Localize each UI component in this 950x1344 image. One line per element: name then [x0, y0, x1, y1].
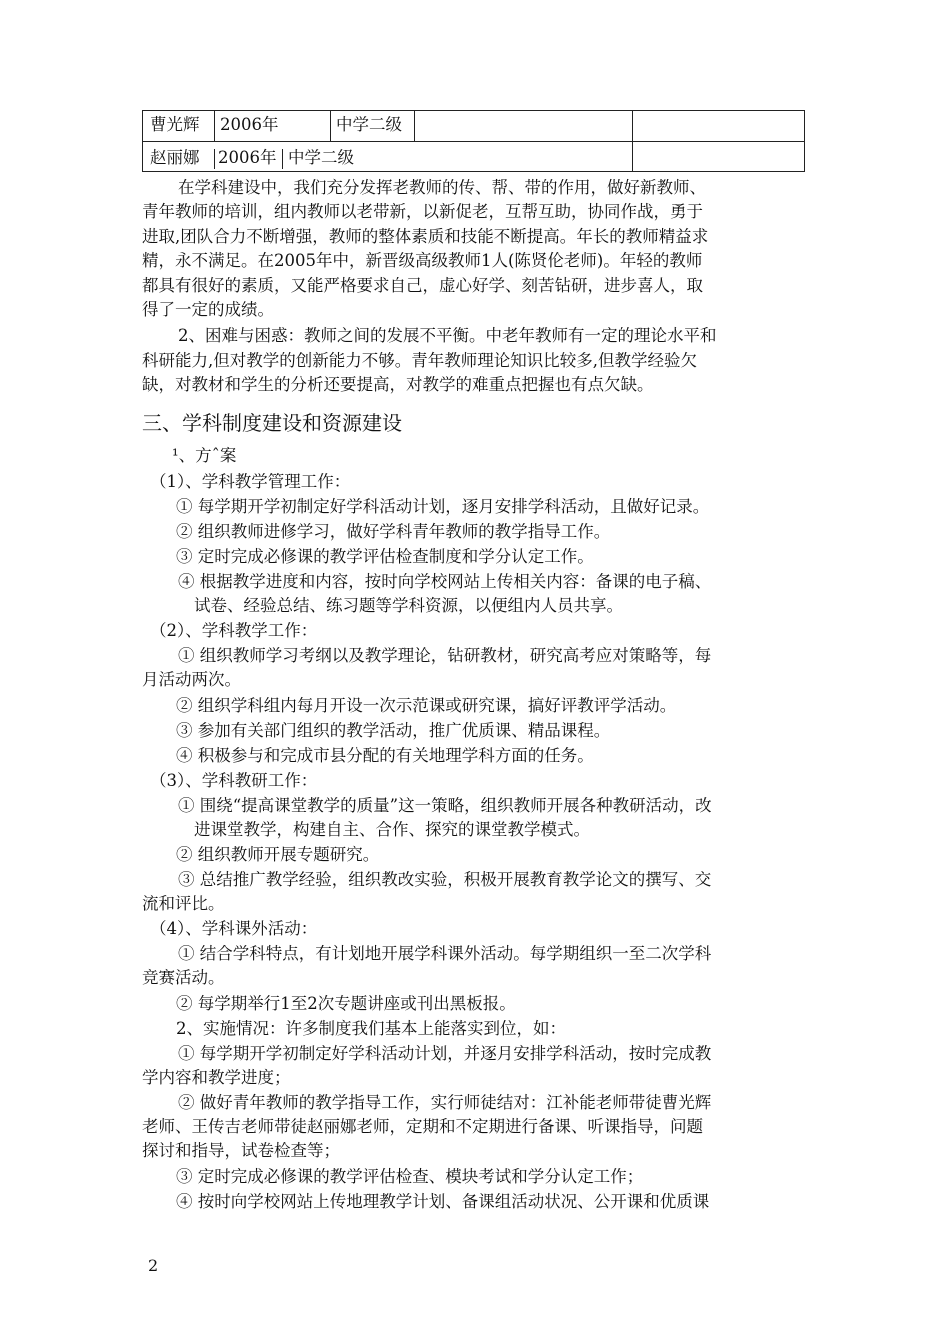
- list-item: ③ 定时完成必修课的教学评估检查制度和学分认定工作。: [176, 547, 594, 566]
- list-item: ④ 积极参与和完成市县分配的有关地理学科方面的任务。: [176, 746, 594, 765]
- text-line: 青年教师的培训，组内教师以老带新，以新促老，互帮互助，协同作战，勇于: [142, 202, 703, 221]
- text-line: 都具有很好的素质，又能严格要求自己，虚心好学、刻苦钻研，进步喜人，取: [142, 276, 703, 295]
- subsection-heading: 2、实施情况：许多制度我们基本上能落实到位，如：: [176, 1019, 566, 1038]
- list-item-continued: 探讨和指导，试卷检查等；: [142, 1141, 340, 1160]
- table-cell-name: 曹光辉: [150, 115, 200, 134]
- page-number: 2: [148, 1256, 159, 1275]
- list-item: ② 组织学科组内每月开设一次示范课或研究课，搞好评教评学活动。: [176, 696, 677, 715]
- list-item-continued: 试卷、经验总结、练习题等学科资源，以便组内人员共享。: [194, 596, 623, 615]
- table-col-divider: [214, 110, 215, 141]
- list-item: ④ 根据教学进度和内容，按时向学校网站上传相关内容：备课的电子稿、: [178, 572, 712, 591]
- list-item: ② 组织教师开展专题研究。: [176, 845, 380, 864]
- list-item: ③ 总结推广教学经验，组织教改实验，积极开展教育教学论文的撰写、交: [178, 870, 712, 889]
- text-line: 在学科建设中，我们充分发挥老教师的传、帮、带的作用，做好新教师、: [178, 178, 706, 197]
- text-line: 2、困难与困惑：教师之间的发展不平衡。中老年教师有一定的理论水平和: [178, 326, 717, 345]
- table-border-bottom: [142, 171, 805, 172]
- table-border-top: [142, 110, 805, 111]
- table-cell-title: 中学二级: [288, 148, 354, 167]
- section-heading: 三、学科制度建设和资源建设: [142, 411, 402, 435]
- list-item: ② 做好青年教师的教学指导工作，实行师徒结对：江补能老师带徒曹光辉: [178, 1093, 712, 1112]
- list-item-continued: 流和评比。: [142, 894, 225, 913]
- list-item: ④ 按时向学校网站上传地理教学计划、备课组活动状况、公开课和优质课: [176, 1192, 710, 1211]
- list-item: ② 每学期举行1至2次专题讲座或刊出黑板报。: [176, 994, 516, 1013]
- subsection-heading: （4）、学科课外活动：: [150, 919, 318, 938]
- list-item-continued: 老师、王传吉老师带徒赵丽娜老师，定期和不定期进行备课、听课指导，问题: [142, 1117, 703, 1136]
- subsection-heading: （2）、学科教学工作：: [150, 621, 318, 640]
- table-col-divider: [632, 110, 633, 171]
- table-col-divider: [414, 110, 415, 141]
- text-line: 进取,团队合力不断增强，教师的整体素质和技能不断提高。年长的教师精益求: [142, 227, 709, 246]
- text-line: 科研能力,但对教学的创新能力不够。青年教师理论知识比较多,但教学经验欠: [142, 351, 697, 370]
- table-col-divider: [330, 110, 331, 141]
- subsection-heading: （3）、学科教研工作：: [150, 771, 318, 790]
- list-item: ③ 定时完成必修课的教学评估检查、模块考试和学分认定工作；: [176, 1167, 644, 1186]
- table-inline-divider: [214, 149, 215, 169]
- text-line: 精，永不满足。在2005年中，新晋级高级教师1人(陈贤伦老师)。年轻的教师: [142, 251, 703, 270]
- table-border-right: [804, 110, 805, 171]
- table-cell-title: 中学二级: [336, 115, 402, 134]
- table-inline-divider: [282, 149, 283, 169]
- list-item: ① 每学期开学初制定好学科活动计划，逐月安排学科活动，且做好记录。: [176, 497, 710, 516]
- table-border-left: [142, 110, 143, 171]
- list-item-continued: 竞赛活动。: [142, 968, 225, 987]
- list-item: ① 围绕“提高课堂教学的质量”这一策略，组织教师开展各种教研活动，改: [178, 796, 712, 815]
- list-item-continued: 月活动两次。: [142, 670, 241, 689]
- plan-label: ¹、方ˆ案: [172, 446, 237, 465]
- table-cell-name: 赵丽娜: [150, 148, 200, 167]
- table-cell-year: 2006年: [218, 148, 277, 167]
- text-line: 缺，对教材和学生的分析还要提高，对教学的难重点把握也有点欠缺。: [142, 375, 654, 394]
- list-item: ② 组织教师进修学习，做好学科青年教师的教学指导工作。: [176, 522, 611, 541]
- list-item: ① 结合学科特点，有计划地开展学科课外活动。每学期组织一至二次学科: [178, 944, 712, 963]
- list-item: ③ 参加有关部门组织的教学活动，推广优质课、精品课程。: [176, 721, 611, 740]
- table-border-middle: [142, 141, 805, 142]
- list-item: ① 每学期开学初制定好学科活动计划，并逐月安排学科活动，按时完成教: [178, 1044, 712, 1063]
- subsection-heading: （1）、学科教学管理工作：: [150, 472, 351, 491]
- list-item-continued: 进课堂教学，构建自主、合作、探究的课堂教学模式。: [194, 820, 590, 839]
- table-cell-year: 2006年: [220, 115, 279, 134]
- list-item: ① 组织教师学习考纲以及教学理论，钻研教材，研究高考应对策略等，每: [178, 646, 712, 665]
- list-item-continued: 学内容和教学进度；: [142, 1068, 291, 1087]
- text-line: 得了一定的成绩。: [142, 300, 274, 319]
